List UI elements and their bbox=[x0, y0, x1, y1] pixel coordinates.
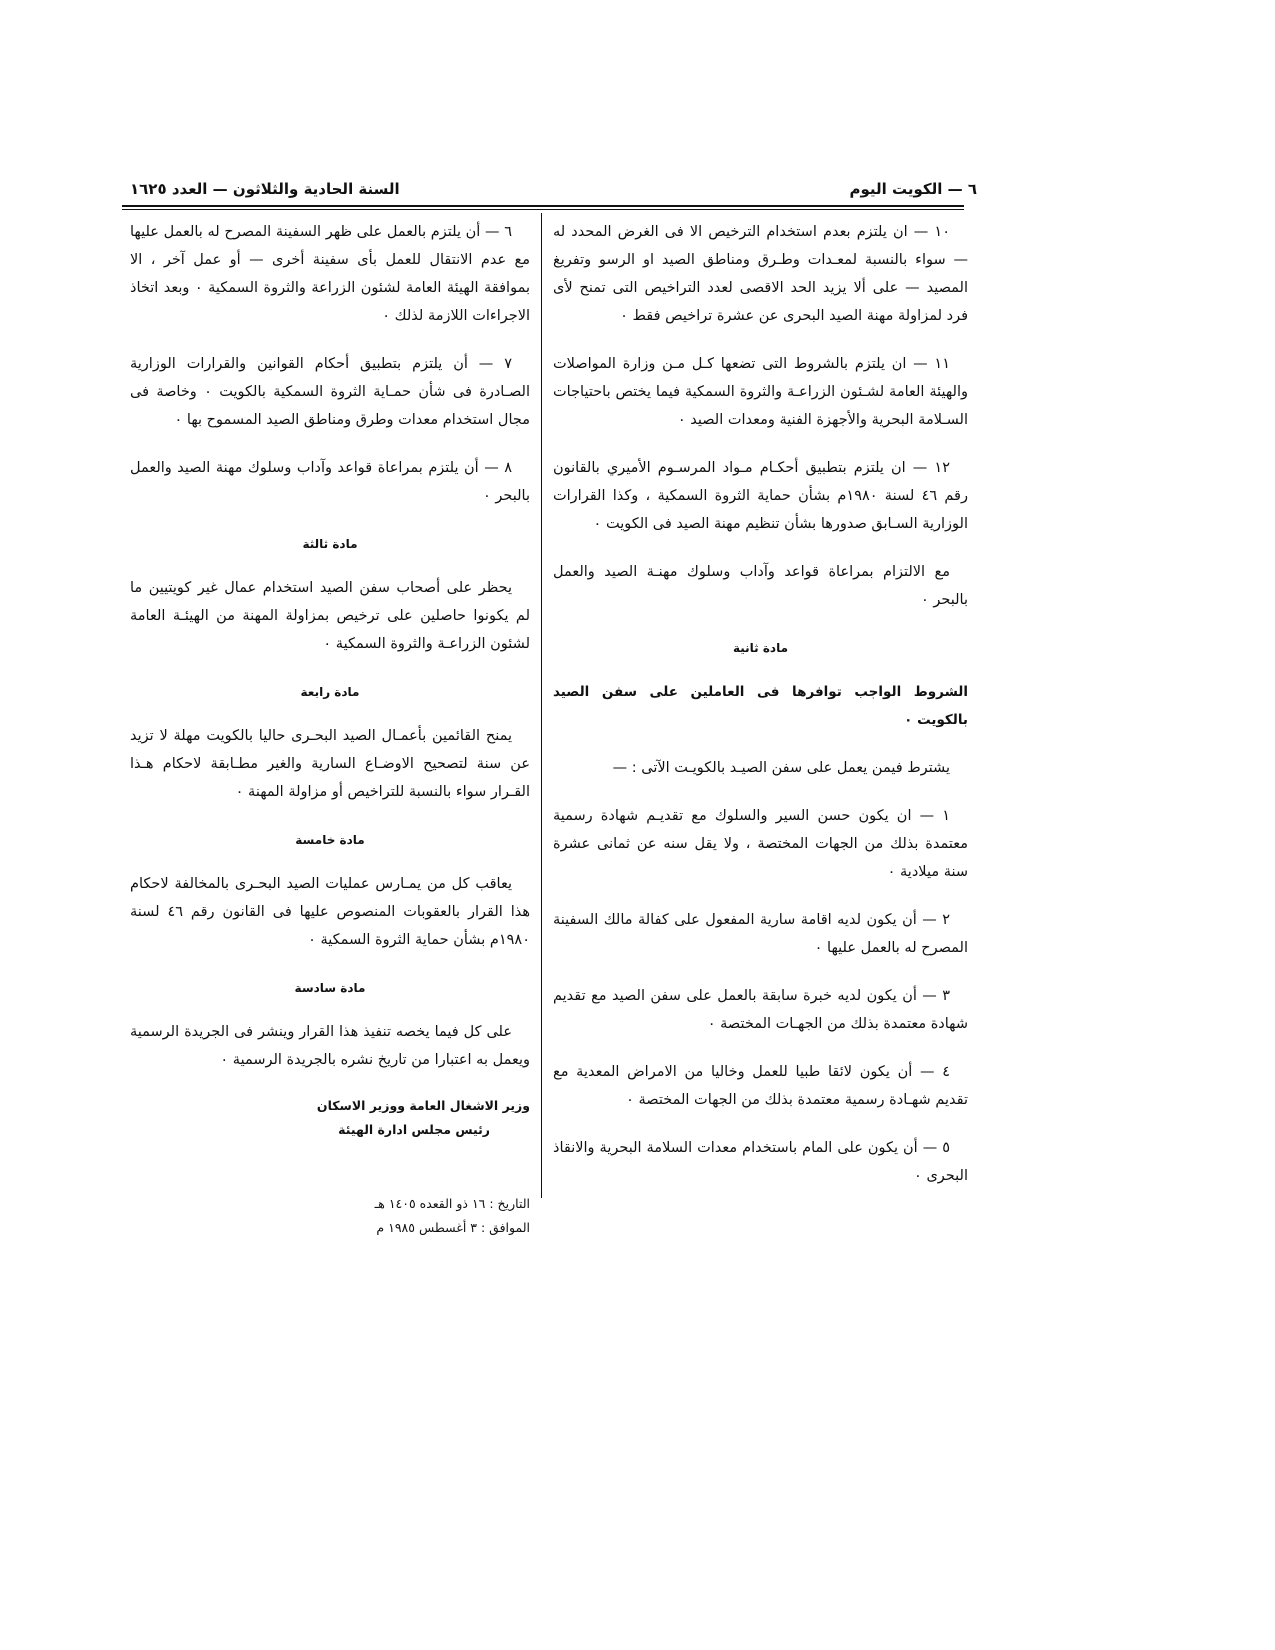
article-3-heading: مادة ثالثة bbox=[302, 537, 358, 551]
date-block bbox=[130, 1192, 530, 1240]
condition-6: ٦ — أن يلتزم بالعمل على ظهر السفينة المصرح له بالعمل عليها مع عدم الانتقال للعمل بأى سفينة أخرى — أو عمل آخر ، الا بموافقة الهيئة العامة لشئون الزراعة والثروة السمكية ٠ وبعد اتخاذ الاجراءات اللازمة لذلك ٠ bbox=[130, 224, 530, 324]
condition-8: ٨ — أن يلتزم بمراعاة قواعد وآداب وسلوك مهنة الصيد والعمل بالبحر ٠ bbox=[130, 460, 530, 504]
article-4-text: يمنح القائمين بأعمـال الصيد البحـرى حاليا بالكويت مهلة لا تزيد عن سنة لتصحيح الاوضـاع السارية والغير مطـابقة لاحكام هـذا القـرار سواء بالنسبة للتراخيص أو مزاولة المهنة ٠ bbox=[130, 728, 530, 800]
signature-block bbox=[130, 1094, 530, 1142]
page-header-title: ٦ — الكويت اليوم bbox=[849, 180, 977, 198]
header-rule bbox=[122, 205, 964, 207]
condition-3: ٣ — أن يكون لديه خبرة سابقة بالعمل على سفن الصيد مع تقديم شهادة معتمدة بذلك من الجهـات المختصة ٠ bbox=[553, 988, 968, 1032]
article-6-heading: مادة سادسة bbox=[294, 981, 366, 995]
conditions-title: الشروط الواجب توافرها فى العاملين على سفن الصيد بالكويت ٠ bbox=[553, 684, 968, 728]
gregorian-date: الموافق : ٣ أغسطس ١٩٨٥ م bbox=[376, 1220, 530, 1235]
condition-5: ٥ — أن يكون على المام باستخدام معدات السلامة البحرية والانقاذ البحرى ٠ bbox=[553, 1140, 968, 1184]
signatory-title: وزير الاشغال العامة ووزير الاسكان bbox=[316, 1098, 530, 1113]
article-5-heading: مادة خامسة bbox=[295, 833, 365, 847]
hijri-date: التاريخ : ١٦ ذو القعده ١٤٠٥ هـ bbox=[374, 1196, 530, 1211]
clause-12: ١٢ — ان يلتزم بتطبيق أحكـام مـواد المرسـوم الأميري بالقانون رقم ٤٦ لسنة ١٩٨٠م بشأن حماية الثروة السمكية ، وكذا القرارات الوزارية السـابق صدورها بشأن تنظيم مهنة الصيد فى الكويت ٠ bbox=[553, 460, 968, 532]
condition-7: ٧ — أن يلتزم بتطبيق أحكام القوانين والقرارات الوزارية الصـادرة فى شأن حمـاية الثروة السمكية بالكويت ٠ وخاصة فى مجال استخدام معدات وطرق ومناطق الصيد المسموح بها ٠ bbox=[130, 356, 530, 428]
column-divider bbox=[541, 213, 542, 1198]
condition-2: ٢ — أن يكون لديه اقامة سارية المفعول على كفالة مالك السفينة المصرح له بالعمل عليها ٠ bbox=[553, 912, 968, 956]
left-column bbox=[130, 218, 530, 1240]
condition-4: ٤ — أن يكون لائقا طبيا للعمل وخاليا من الامراض المعدية مع تقديم شهـادة رسمية معتمدة بذلك من الجهات المختصة ٠ bbox=[553, 1064, 968, 1108]
right-column bbox=[553, 218, 968, 1210]
ethics-paragraph: مع الالتزام بمراعاة قواعد وآداب وسلوك مهنـة الصيد والعمل بالبحر ٠ bbox=[553, 564, 968, 608]
article-4-heading: مادة رابعة bbox=[300, 685, 360, 699]
article-3-text: يحظر على أصحاب سفن الصيد استخدام عمال غير كويتيين ما لم يكونوا حاصلين على ترخيص بمزاولة المهنة من الهيئـة العامة لشئون الزراعـة والثروة السمكية ٠ bbox=[130, 580, 530, 652]
condition-1: ١ — ان يكون حسن السير والسلوك مع تقديـم شهادة رسمية معتمدة بذلك من الجهات المختصة ، ولا يقل سنه عن ثمانى عشرة سنة ميلادية ٠ bbox=[553, 808, 968, 880]
header-rule-thin bbox=[122, 209, 964, 210]
article-2-heading: مادة ثانية bbox=[732, 641, 789, 655]
article-5-text: يعاقب كل من يمـارس عمليات الصيد البحـرى بالمخالفة لاحكام هذا القرار بالعقوبات المنصوص عليها فى القانون رقم ٤٦ لسنة ١٩٨٠م بشأن حماية الثروة السمكية ٠ bbox=[130, 876, 530, 948]
clause-11: ١١ — ان يلتزم بالشروط التى تضعها كـل مـن وزارة المواصلات والهيئة العامة لشـئون الزراعـة والثروة السمكية فيما يختص باحتياجات السـلامة البحرية والأجهزة الفنية ومعدات الصيد ٠ bbox=[553, 356, 968, 428]
clause-10: ١٠ — ان يلتزم بعدم استخدام الترخيص الا فى الغرض المحدد له — سواء بالنسبة لمعـدات وطـرق ومناطق الصيد او الرسو وتفريغ المصيد — على ألا يزيد الحد الاقصى لعدد التراخيص التى تمنح لأى فرد لمزاولة مهنة الصيد البحرى عن عشرة تراخيص فقط ٠ bbox=[553, 224, 968, 324]
conditions-intro: يشترط فيمن يعمل على سفن الصيـد بالكويـت الآتى : — bbox=[612, 760, 950, 776]
article-6-text: على كل فيما يخصه تنفيذ هذا القرار وينشر فى الجريدة الرسمية ويعمل به اعتبارا من تاريخ نشره بالجريدة الرسمية ٠ bbox=[130, 1024, 530, 1068]
signatory-subtitle: رئيس مجلس ادارة الهيئة bbox=[338, 1122, 490, 1137]
page-header-issue: السنة الحادية والثلاثون — العدد ١٦٢٥ bbox=[130, 180, 400, 198]
